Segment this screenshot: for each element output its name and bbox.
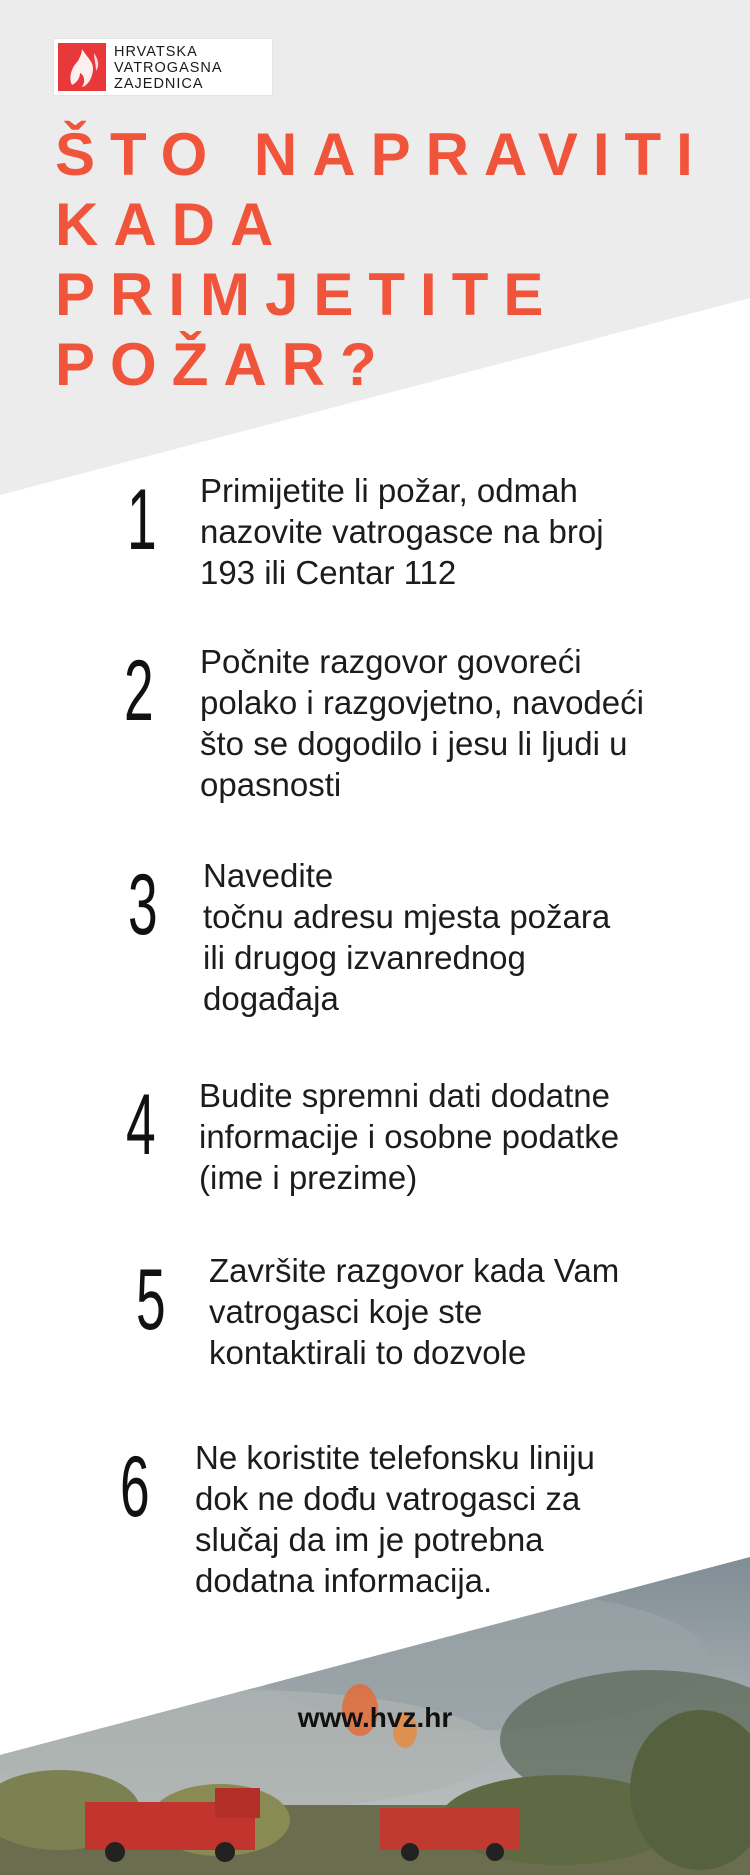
step-text [209,1250,619,1373]
logo-line: HRVATSKA [114,44,198,60]
step-line: Budite spremni dati dodatne [199,1077,610,1114]
step-line: Počnite razgovor govoreći [200,643,582,680]
step-line: kontaktirali to dozvole [209,1334,527,1371]
logo-text [114,44,272,92]
step-line: događaja [203,980,339,1017]
step-line: opasnosti [200,766,342,803]
step-text [200,470,604,593]
step-number: 2 [124,643,154,739]
step-line: Ne koristite telefonsku liniju [195,1439,595,1476]
step-line: dok ne dođu vatrogasci za [195,1480,581,1517]
step-text [200,641,644,805]
step-line: informacije i osobne podatke [199,1118,620,1155]
step-number: 6 [120,1439,150,1535]
step-line: Završite razgovor kada Vam [209,1252,620,1289]
step-line: 193 ili Centar 112 [200,554,457,591]
logo-line: VATROGASNA [114,60,223,76]
page-title [55,120,745,400]
step-number: 1 [127,472,157,568]
step-line: polako i razgovjetno, navodeći [200,684,644,721]
title-line: KADA [55,191,289,258]
step-text [199,1075,619,1198]
step-line: slučaj da im je potrebna [195,1521,544,1558]
step-line: Primijetite li požar, odmah [200,472,578,509]
step-line: ili drugog izvanrednog [203,939,526,976]
step-line: vatrogasci koje ste [209,1293,483,1330]
title-line: POŽAR? [55,331,392,398]
step-text [203,855,610,1019]
website-link[interactable]: www.hvz.hr [297,1702,453,1733]
logo-line: ZAJEDNICA [114,76,204,92]
step-number: 5 [136,1252,166,1348]
title-line: ŠTO NAPRAVITI [55,121,708,188]
step-number: 4 [126,1077,156,1173]
step-number: 3 [128,857,158,953]
step-line: (ime i prezime) [199,1159,418,1196]
step-line: nazovite vatrogasce na broj [200,513,604,550]
title-line: PRIMJETITE [55,261,559,328]
step-line: točnu adresu mjesta požara [203,898,611,935]
step-line: Navedite [203,857,334,894]
flame-icon [58,43,106,91]
hvz-logo[interactable] [53,38,273,96]
step-line: dodatna informacija. [195,1562,493,1599]
step-line: što se dogodilo i jesu li ljudi u [200,725,628,762]
